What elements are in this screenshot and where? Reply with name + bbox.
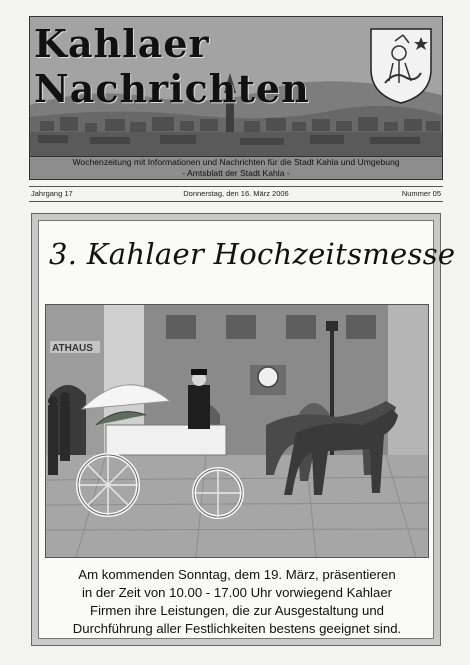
feature-caption [45, 566, 429, 638]
caption-line-3: Firmen ihre Leistungen, die zur Ausgestaltung und [90, 603, 384, 618]
feature-frame [31, 213, 456, 646]
feature-photo [45, 304, 429, 558]
issue-date: Donnerstag, den 16. März 2006 [183, 189, 289, 198]
newspaper-title: Kahlaer Nachrichten [34, 21, 310, 111]
caption-line-1: Am kommenden Sonntag, dem 19. März, präsentieren [78, 567, 396, 582]
issue-info-bar [29, 186, 443, 202]
masthead [29, 16, 443, 180]
wedding-carriage-image [46, 305, 428, 557]
town-hall-sign: ATHAUS [52, 343, 93, 354]
caption-line-4: Durchführung aller Festlichkeiten bestens geeignet sind. [72, 621, 402, 636]
issue-number: Nummer 05 [401, 189, 441, 198]
newspaper-subtitle [30, 156, 442, 180]
subtitle-line-1: Wochenzeitung mit Informationen und Nachrichten für die Stadt Kahla und Umgebung [72, 157, 400, 167]
feature-panel [38, 220, 456, 639]
feature-title: 3. Kahlaer Hochzeitsmesse [49, 237, 456, 271]
town-crest-icon [365, 23, 437, 107]
caption-line-2: in der Zeit von 10.00 - 17.00 Uhr vorwiegend Kahlaer [81, 585, 393, 600]
issue-volume: Jahrgang 17 [31, 189, 73, 198]
subtitle-line-2: - Amtsblatt der Stadt Kahla - [182, 168, 290, 178]
